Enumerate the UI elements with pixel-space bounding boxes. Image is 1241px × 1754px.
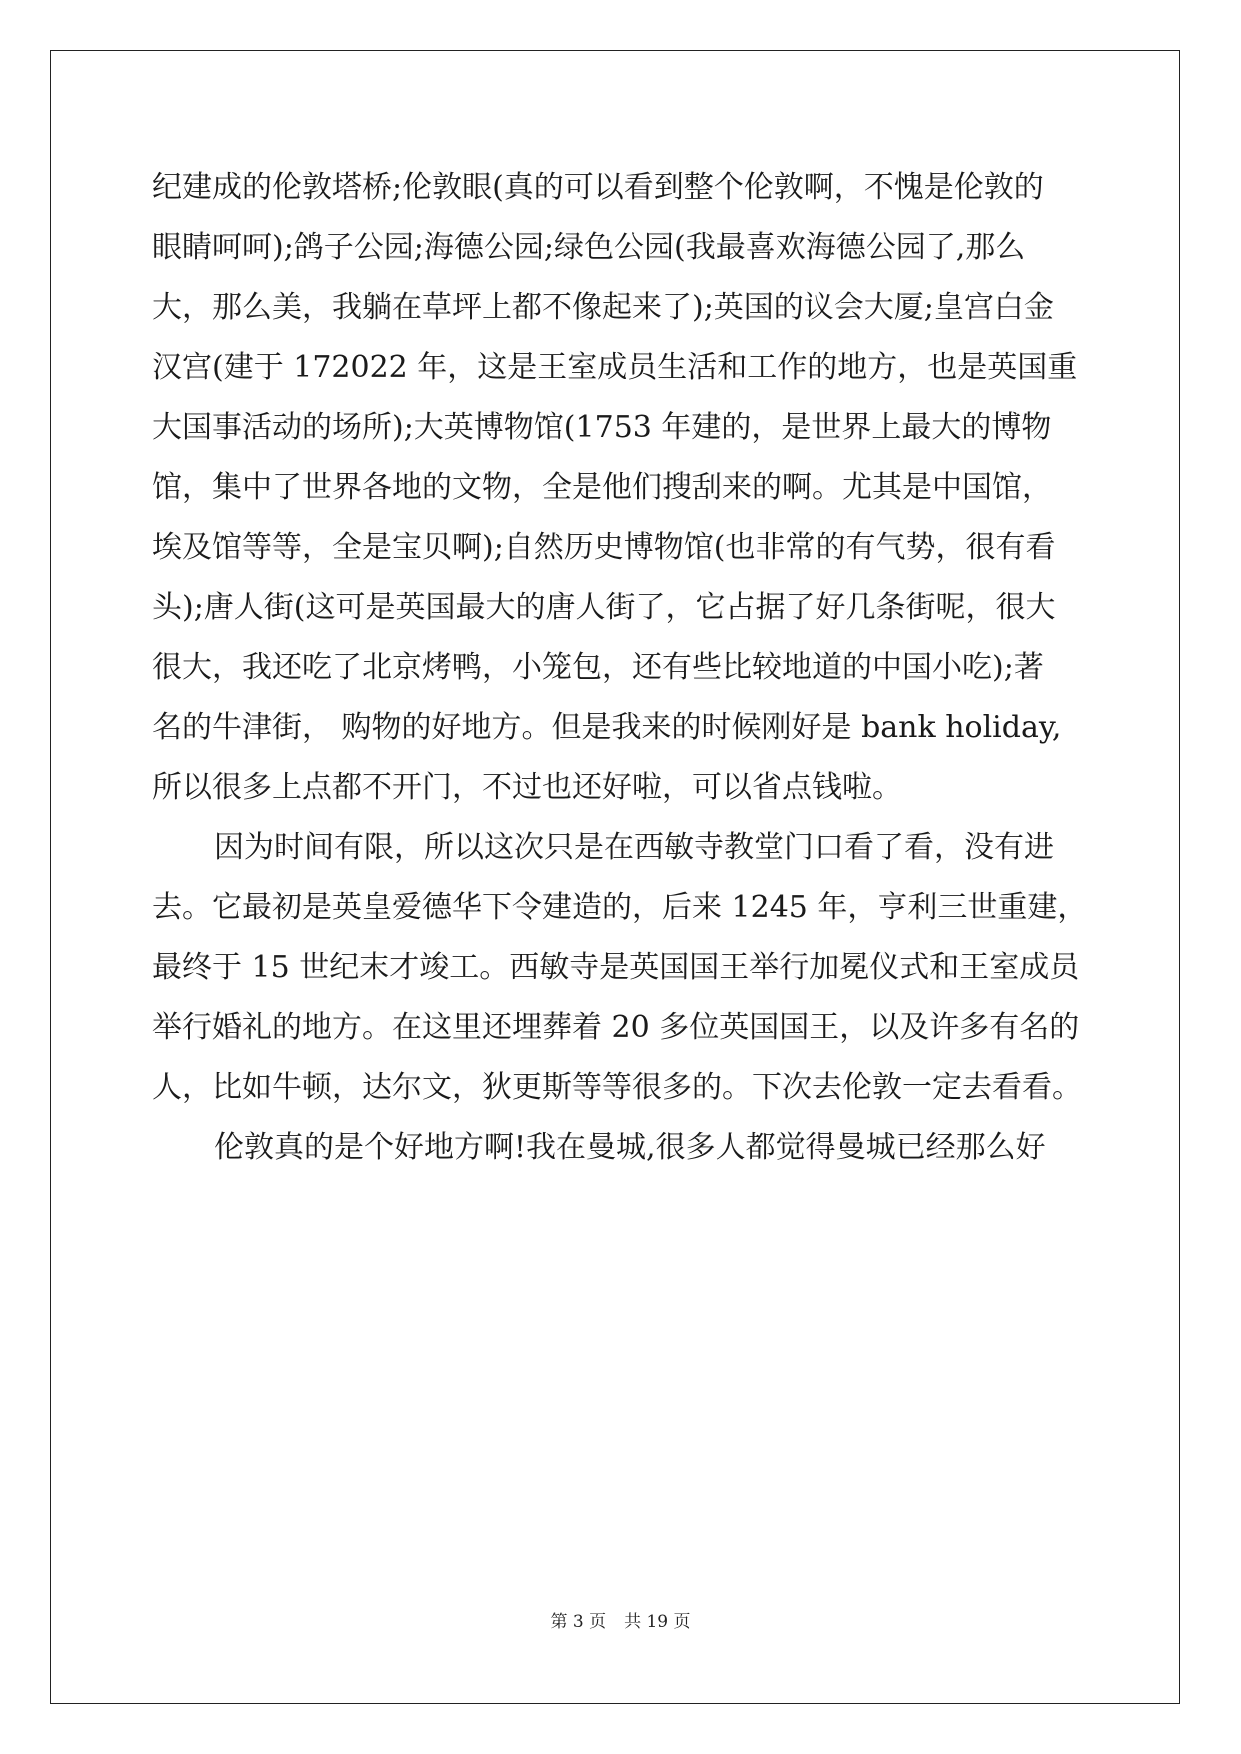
text-line: 伦敦真的是个好地方啊!我在曼城,很多人都觉得曼城已经那么好 [214, 1130, 1046, 1165]
page-footer [0, 1607, 1241, 1632]
text-line: 因为时间有限，所以这次只是在西敏寺教堂门口看了看，没有进 [214, 830, 1054, 865]
text-line: 举行婚礼的地方。在这里还埋葬着 20 多位英国国王，以及许多有名的 [152, 1010, 1080, 1045]
text-line: 馆，集中了世界各地的文物，全是他们搜刮来的啊。尤其是中国馆， [152, 470, 1052, 505]
text-line: 去。它最初是英皇爱德华下令建造的，后来 1245 年，亨利三世重建， [152, 890, 1087, 925]
text-line: 大，那么美，我躺在草坪上都不像起来了);英国的议会大厦;皇宫白金 [152, 290, 1054, 325]
document-body [152, 158, 1087, 1178]
text-line: 汉宫(建于 172022 年，这是王室成员生活和工作的地方，也是英国重 [152, 350, 1078, 385]
text-line: 大国事活动的场所);大英博物馆(1753 年建的，是世界上最大的博物 [152, 410, 1052, 445]
text-line: 很大，我还吃了北京烤鸭，小笼包，还有些比较地道的中国小吃);著 [152, 650, 1044, 685]
text-line: 最终于 15 世纪末才竣工。西敏寺是英国国王举行加冕仪式和王室成员 [152, 950, 1080, 985]
text-line: 人，比如牛顿，达尔文，狄更斯等等很多的。下次去伦敦一定去看看。 [152, 1070, 1082, 1105]
text-line: 埃及馆等等，全是宝贝啊);自然历史博物馆(也非常的有气势，很有看 [152, 530, 1056, 565]
page-total: 共 19 页 [624, 1612, 691, 1632]
text-line: 眼睛呵呵);鸽子公园;海德公园;绿色公园(我最喜欢海德公园了,那么 [152, 230, 1026, 265]
text-line: 纪建成的伦敦塔桥;伦敦眼(真的可以看到整个伦敦啊，不愧是伦敦的 [152, 170, 1044, 205]
text-line: 名的牛津街， 购物的好地方。但是我来的时候刚好是 bank holiday, [152, 710, 1062, 745]
page-number: 第 3 页 [550, 1612, 607, 1632]
text-line: 所以很多上点都不开门，不过也还好啦，可以省点钱啦。 [152, 770, 902, 805]
text-line: 头);唐人街(这可是英国最大的唐人街了，它占据了好几条街呢，很大 [152, 590, 1056, 625]
